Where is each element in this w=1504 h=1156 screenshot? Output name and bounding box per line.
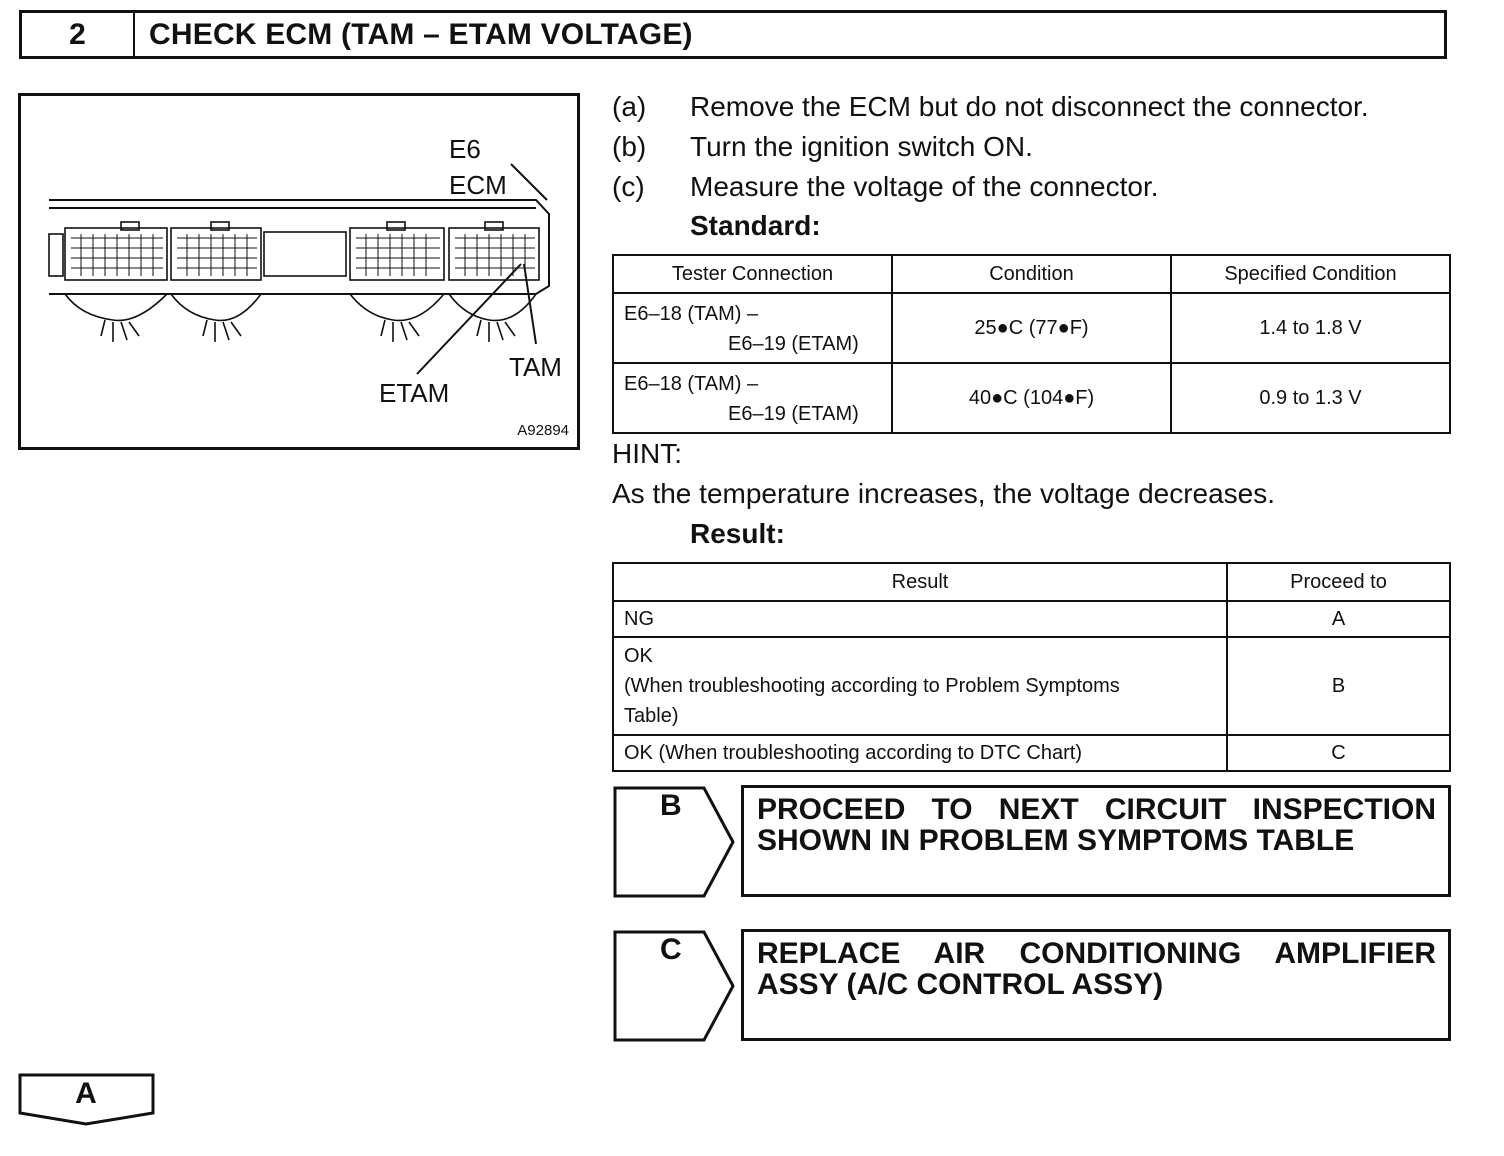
hint-text: As the temperature increases, the voltage decreases. [612, 478, 1276, 509]
column-header: Proceed to [1227, 563, 1450, 601]
condition-cell: 25●C (77●F) [892, 293, 1171, 363]
result-cell [613, 735, 1227, 771]
label-e6: E6 [449, 134, 481, 164]
action-box [741, 929, 1451, 1041]
tester-connection-cell [613, 293, 892, 363]
column-header: Result [613, 563, 1227, 601]
result-cell [613, 601, 1227, 637]
action-line: REPLACE AIR CONDITIONING AMPLIFIER [757, 937, 1436, 970]
step-text: Remove the ECM but do not disconnect the connector. [690, 91, 1369, 122]
action-line: PROCEED TO NEXT CIRCUIT INSPECTION [757, 793, 1436, 826]
table-row [613, 637, 1450, 735]
proceed-to-cell: A [1227, 601, 1450, 637]
ecm-connector-drawing [21, 96, 577, 447]
result-line: OK (When troubleshooting according to DTC Chart) [624, 742, 1082, 764]
action-tag: C [660, 933, 682, 966]
connection-line: E6–19 (ETAM) [728, 403, 859, 425]
label-ecm: ECM [449, 170, 507, 200]
condition-cell: 40●C (104●F) [892, 363, 1171, 433]
figure-id: A92894 [517, 422, 569, 439]
connection-line: E6–18 (TAM) – [624, 373, 759, 395]
step-letter: (c) [612, 171, 645, 202]
standard-table [612, 254, 1451, 434]
next-step-a [18, 1073, 158, 1127]
label-etam: ETAM [379, 378, 450, 408]
column-header: Condition [892, 255, 1171, 293]
column-header: Tester Connection [613, 255, 892, 293]
step-letter: (b) [612, 131, 647, 162]
standard-label: Standard: [690, 210, 821, 241]
specified-condition-cell: 0.9 to 1.3 V [1171, 363, 1450, 433]
connection-line: E6–18 (TAM) – [624, 303, 759, 325]
table-header-row [613, 255, 1450, 293]
table-header-row [613, 563, 1450, 601]
step-header [19, 10, 1447, 59]
action-box [741, 785, 1451, 897]
result-line: OK [624, 645, 653, 667]
result-cell [613, 637, 1227, 735]
result-line: Table) [624, 705, 679, 727]
procedure-steps [612, 90, 1452, 210]
result-line: (When troubleshooting according to Problem Symptoms [624, 675, 1120, 697]
result-line: NG [624, 608, 654, 630]
step-text: Measure the voltage of the connector. [690, 171, 1159, 202]
column-header: Specified Condition [1171, 255, 1450, 293]
table-row [613, 363, 1450, 433]
ecm-connector-figure [18, 93, 580, 450]
proceed-to-cell: B [1227, 637, 1450, 735]
step-b [612, 130, 1452, 170]
action-line: ASSY (A/C CONTROL ASSY) [757, 968, 1164, 1001]
action-tag: B [660, 789, 682, 822]
specified-condition-cell: 1.4 to 1.8 V [1171, 293, 1450, 363]
tester-connection-cell [613, 363, 892, 433]
step-letter: (a) [612, 91, 647, 122]
table-row [613, 293, 1450, 363]
next-tag: A [75, 1077, 97, 1110]
action-b [612, 785, 1454, 900]
step-a [612, 90, 1452, 130]
label-tam: TAM [509, 352, 562, 382]
action-line: SHOWN IN PROBLEM SYMPTOMS TABLE [757, 824, 1355, 857]
action-c [612, 929, 1454, 1044]
step-text: Turn the ignition switch ON. [690, 131, 1033, 162]
hint-label: HINT: [612, 438, 682, 469]
result-table [612, 562, 1451, 772]
table-row [613, 735, 1450, 771]
connection-line: E6–19 (ETAM) [728, 333, 859, 355]
result-label: Result: [690, 518, 785, 549]
step-number: 2 [22, 13, 135, 56]
step-title: CHECK ECM (TAM – ETAM VOLTAGE) [149, 17, 693, 51]
table-row [613, 601, 1450, 637]
proceed-to-cell: C [1227, 735, 1450, 771]
step-c [612, 170, 1452, 210]
